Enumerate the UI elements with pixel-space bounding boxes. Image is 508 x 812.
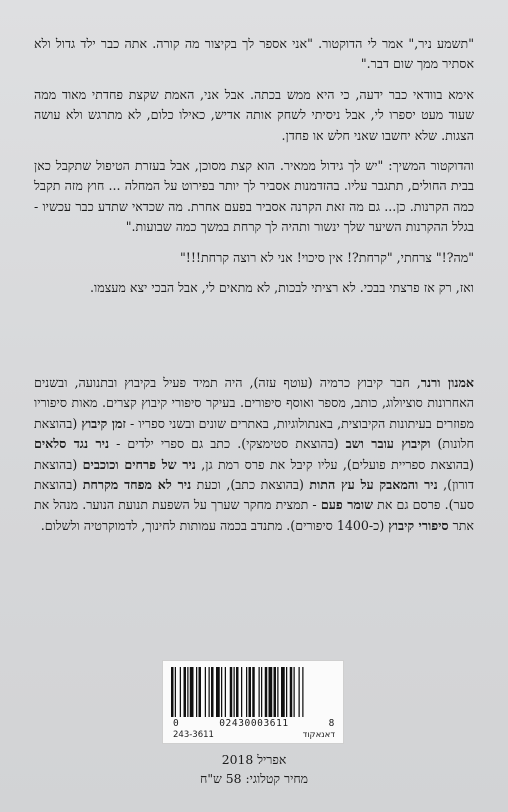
barcode-bar xyxy=(241,667,242,717)
excerpt-paragraph-2: אימא בוודאי כבר ידעה, כי היא ממש בכתה. אבל אני, האמת שקצת פחדתי מאוד ממה שעוד מעט יספרו לי, אבל ניסיתי לשחק אותה אדיש, כאילו כלום, לא מתרגש ולא עושה הצגות. שלא יחשבו שאני חלש או פחדן. xyxy=(34,86,474,143)
barcode-bar xyxy=(286,667,287,717)
barcode-bar xyxy=(259,667,260,717)
barcode-bar xyxy=(277,667,278,717)
barcode-bar xyxy=(274,667,277,717)
bio-text: (בהוצאת סער). פרסם גם את xyxy=(34,477,475,513)
barcode-bar xyxy=(230,667,233,717)
barcode-bar xyxy=(221,667,222,717)
book-title: זמן קיבוץ xyxy=(81,415,126,431)
bio-text: (בהוצאת דורון), xyxy=(34,456,474,493)
website-name: סיפורי קיבוץ xyxy=(388,517,449,533)
book-excerpt xyxy=(34,34,474,308)
excerpt-paragraph-4: "מה?!" צרחתי, "קרחת?! אין סיכוי! אני לא רוצה קרחת!!!" xyxy=(180,249,474,265)
catalog-price: מחיר קטלוגי: 58 ש"ח xyxy=(199,771,309,786)
barcode-bar xyxy=(299,667,300,717)
excerpt-paragraph-1: "תשמע ניר," אמר לי הדוקטור. "אני אספר לך בקיצור מה קורה. אתה כבר ילד גדול ולא אסתיר ממך שום דבר." xyxy=(34,36,474,72)
book-title: שומר פעם xyxy=(320,497,373,513)
catalog-code-label: דאנאקוד xyxy=(302,730,335,740)
barcode-bar xyxy=(302,667,303,717)
excerpt-paragraph-5: ואז, רק אז פרצתי בבכי. לא רציתי לבכות, לא מתאים לי, אבל הבכי יצא מעצמו. xyxy=(90,280,474,296)
book-title: ניר והמאבק על עץ התות xyxy=(309,477,438,493)
barcode-number xyxy=(173,718,335,729)
author-name: אמנון ורנר xyxy=(420,375,474,390)
excerpt-paragraph-3: והדוקטור המשיך: "יש לך גידול ממאיר. הוא קצת מסוכן, אבל בעזרת הטיפול שתקבל כאן בבית החולים, תתגבר עליו. בהזדמנות אסביר לך יותר בפירוט על המחלה ... חוץ מזה תקבל כמה הקרנות. כן... גם מה זאת הקרנה אסביר בפעם אחרת. מה שכדאי שתדע כבר עכשיו - בגלל ההקרנות השיער שלך ינשור ותהיה לך קרחת במשך כמה שבועות." xyxy=(34,158,474,235)
barcode-bar xyxy=(252,667,255,717)
bio-text: - תמצית מחקר שערך על השפעת תנועת הנוער. מנהל את אתר xyxy=(34,497,474,533)
catalog-code xyxy=(173,730,335,740)
barcode-bar xyxy=(290,667,293,717)
barcode-bar xyxy=(209,667,210,717)
barcode-bar xyxy=(225,667,226,717)
publication-date: אפריל 2018 xyxy=(221,752,287,767)
book-title: ניר נגד סלאים xyxy=(34,436,110,452)
barcode-bar xyxy=(281,667,285,717)
author-bio-paragraph xyxy=(34,373,474,536)
barcode-bar xyxy=(205,667,206,717)
barcode-bar xyxy=(180,667,181,717)
bio-text: (בהוצאת סטימצקי). כתב גם ספרי ילדים - xyxy=(109,436,346,452)
bio-text: , חבר קיבוץ כרמיה (עוטף עזה), היה תמיד פעיל בקיבוץ ובתנועה, ובשנים האחרונות סוציולוג, כותב, מספר ואוסף סיפורים. בעיקר סיפורי קיבוץ קצרים. מאות סיפוריו מפוזרים בעיתונות הקיבוצית, באנתולוגיות, באתרים שונים ובשני ספריו - xyxy=(34,375,474,431)
book-title: ניר לא מפחד מקרחת xyxy=(82,477,192,493)
barcode-bar xyxy=(249,667,252,717)
barcode-digits: 02430003611 xyxy=(219,718,289,729)
catalog-code-number: 243-3611 xyxy=(173,730,214,740)
barcode-bar xyxy=(234,667,235,717)
barcode-bar xyxy=(171,667,174,717)
bio-text: (כ-1400 סיפורים). מתנדב בכמה עמותות לחינוך, לדמוקרטיה ולשלום. xyxy=(40,517,389,533)
barcode-bar xyxy=(246,667,247,717)
barcode-bar xyxy=(269,667,273,717)
barcode-bar xyxy=(187,667,188,717)
barcode-bar xyxy=(261,667,262,717)
barcode-bar xyxy=(184,667,187,717)
barcode-check-digit: 8 xyxy=(328,718,335,729)
barcode-bar xyxy=(175,667,176,717)
barcode-bar xyxy=(294,667,295,717)
barcode-icon xyxy=(171,667,337,717)
barcode-bar xyxy=(265,667,268,717)
barcode-bar xyxy=(216,667,220,717)
bio-text: (בהוצאת חלונות) xyxy=(34,415,474,452)
barcode-bar xyxy=(236,667,239,717)
bio-text: (בהוצאת ספריית פועלים), עליו קיבל את פרס רמת גן, xyxy=(195,456,474,472)
barcode-lead-digit: 0 xyxy=(173,718,180,729)
barcode-bar xyxy=(190,667,194,717)
barcode-label xyxy=(162,660,344,744)
author-bio xyxy=(34,373,474,536)
book-title: ניר של פרחים וכוכבים xyxy=(82,456,196,472)
book-title: וקיבוץ עובר ושב xyxy=(345,436,431,452)
barcode-bar xyxy=(211,667,214,717)
bio-text: (בהוצאת כתב), וכעת xyxy=(191,477,310,493)
barcode-bar xyxy=(196,667,197,717)
barcode-bar xyxy=(199,667,202,717)
